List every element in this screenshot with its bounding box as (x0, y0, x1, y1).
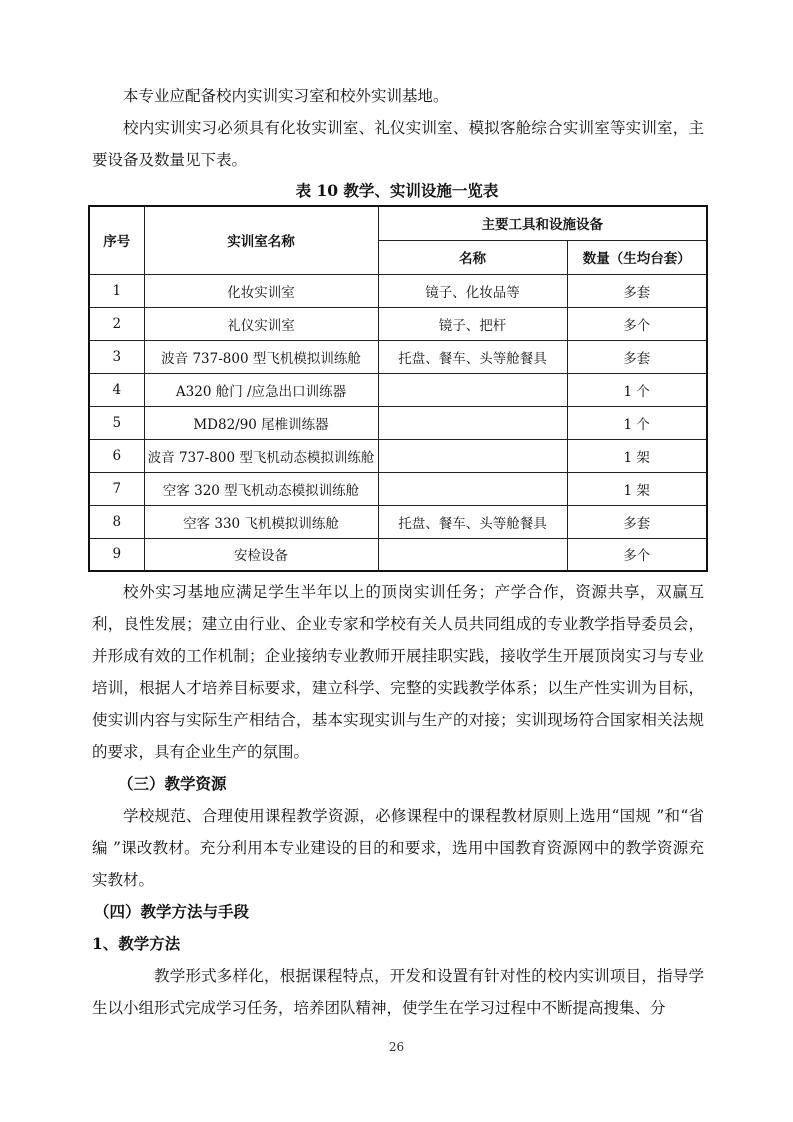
page-number: 26 (388, 1040, 405, 1054)
cell-room: 礼仪实训室 (144, 307, 378, 340)
table-row (89, 538, 707, 571)
header-room: 实训室名称 (144, 206, 378, 274)
cell-quantity: 多套 (567, 274, 707, 307)
cell-index: 3 (89, 340, 144, 373)
table-row (89, 373, 707, 406)
section-4-heading: （四）教学方法与手段 (94, 902, 250, 921)
header-index: 序号 (89, 206, 144, 274)
cell-room: 空客 330 飞机模拟训练舱 (144, 505, 378, 538)
header-name: 名称 (378, 240, 567, 274)
cell-name (378, 373, 567, 406)
table-row (89, 307, 707, 340)
facilities-table (88, 205, 708, 572)
cell-room: 空客 320 型飞机动态模拟训练舱 (144, 472, 378, 505)
cell-index: 6 (89, 439, 144, 472)
section-4-subheading: 1、教学方法 (92, 934, 181, 953)
intro-line-1: 本专业应配备校内实训实习室和校外实训基地。 (123, 87, 449, 105)
cell-index: 5 (89, 406, 144, 439)
cell-name: 托盘、餐车、头等舱餐具 (378, 505, 567, 538)
table-row (89, 472, 707, 505)
table-caption: 表 10 教学、实训设施一览表 (295, 181, 499, 200)
cell-room: 安检设备 (144, 538, 378, 571)
cell-name (378, 538, 567, 571)
section-4-body: 教学形式多样化，根据课程特点，开发和设置有针对性的校内实训项目，指导学生以小组形式完成学习任务，培养团队精神，使学生在学习过程中不断提高搜集、分 (92, 967, 704, 1017)
section-3-body: 学校规范、合理使用课程教学资源，必修课程中的课程教材原则上选用“国规 ”和“省编 ”课改教材。充分利用本专业建设的目的和要求，选用中国教育资源网中的教学资源充实教材。 (92, 807, 704, 889)
cell-quantity: 1 个 (567, 373, 707, 406)
cell-index: 8 (89, 505, 144, 538)
cell-quantity: 多套 (567, 505, 707, 538)
cell-room: 波音 737-800 型飞机模拟训练舱 (144, 340, 378, 373)
cell-quantity: 1 个 (567, 406, 707, 439)
cell-index: 9 (89, 538, 144, 571)
cell-index: 4 (89, 373, 144, 406)
cell-room: 化妆实训室 (144, 274, 378, 307)
cell-index: 7 (89, 472, 144, 505)
cell-name: 镜子、把杆 (378, 307, 567, 340)
cell-index: 1 (89, 274, 144, 307)
table-row (89, 439, 707, 472)
table-row (89, 274, 707, 307)
cell-quantity: 多个 (567, 307, 707, 340)
cell-room: 波音 737-800 型飞机动态模拟训练舱 (144, 439, 378, 472)
cell-quantity: 1 架 (567, 472, 707, 505)
offcampus-paragraph: 校外实习基地应满足学生半年以上的顶岗实训任务；产学合作，资源共享，双赢互利，良性发展；建立由行业、企业专家和学校有关人员共同组成的专业教学指导委员会，并形成有效的工作机制；企业接纳专业教师开展挂职实践，接收学生开展顶岗实习与专业培训，根据人才培养目标要求，建立科学、完整的实践教学体系；以生产性实训为目标，使实训内容与实际生产相结合，基本实现实训与生产的对接；实训现场符合国家相关法规的要求，具有企业生产的氛围。 (92, 583, 704, 761)
cell-quantity: 多套 (567, 340, 707, 373)
cell-name (378, 439, 567, 472)
header-group: 主要工具和设施设备 (378, 206, 707, 240)
cell-name: 镜子、化妆品等 (378, 274, 567, 307)
table-row (89, 406, 707, 439)
cell-index: 2 (89, 307, 144, 340)
section-3-heading: （三）教学资源 (118, 774, 227, 793)
cell-room: A320 舱门 /应急出口训练器 (144, 373, 378, 406)
cell-name: 托盘、餐车、头等舱餐具 (378, 340, 567, 373)
cell-name (378, 406, 567, 439)
cell-quantity: 多个 (567, 538, 707, 571)
table-row (89, 505, 707, 538)
cell-name (378, 472, 567, 505)
cell-room: MD82/90 尾椎训练器 (144, 406, 378, 439)
table-row (89, 340, 707, 373)
header-quantity: 数量（生均台套） (567, 240, 707, 274)
cell-quantity: 1 架 (567, 439, 707, 472)
intro-line-2: 校内实训实习必须具有化妆实训室、礼仪实训室、模拟客舱综合实训室等实训室，主要设备及数量见下表。 (92, 119, 704, 169)
